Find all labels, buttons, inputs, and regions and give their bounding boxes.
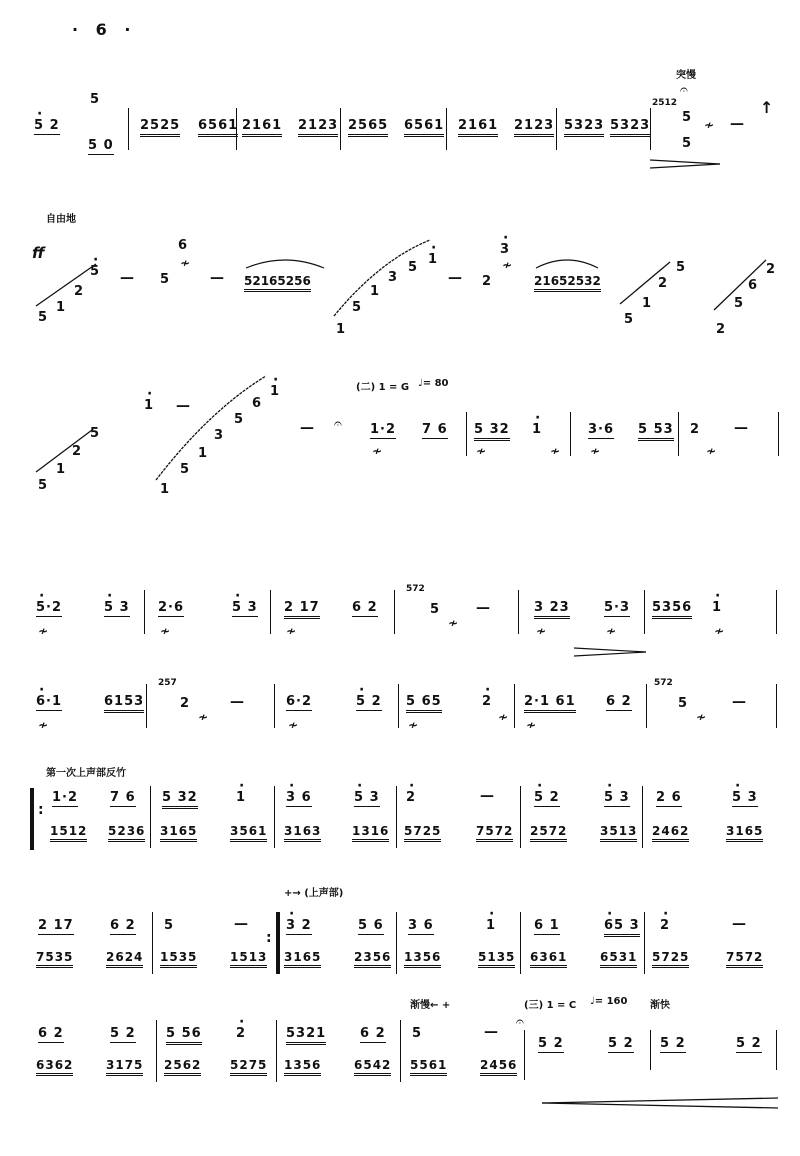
bar-line	[144, 590, 145, 634]
note-cell: · 1	[532, 422, 542, 437]
note-cell: 5	[352, 300, 363, 315]
note-cell: 5356	[652, 600, 692, 619]
bar-line	[396, 786, 397, 848]
bar-line	[394, 590, 395, 634]
note-cell: 5	[676, 260, 687, 275]
note-cell: 5323	[610, 118, 650, 137]
note-cell: 5	[234, 412, 245, 427]
tremolo-icon: ≁	[536, 624, 547, 638]
dash: —	[484, 1024, 498, 1040]
diminuendo-icon	[574, 646, 648, 658]
note-cell: 6362	[36, 1058, 73, 1076]
note-cell: 2	[482, 274, 493, 289]
tremolo-icon: ≁	[286, 624, 297, 638]
bar-line	[776, 684, 777, 728]
note-cell: 3 6	[408, 918, 434, 933]
system-6	[30, 774, 782, 864]
note-cell: 6361	[530, 950, 567, 968]
slur	[244, 256, 326, 270]
note-cell: 2	[716, 322, 727, 337]
note-cell: 6531	[600, 950, 637, 968]
note-cell: 6	[178, 238, 189, 253]
breath-mark-icon: ↑	[760, 98, 774, 117]
note-cell: · 5 2	[34, 118, 60, 135]
note-cell: 7 6	[422, 422, 448, 437]
note-cell: 6561	[404, 118, 444, 137]
bar-line	[644, 590, 645, 634]
note-cell: 7572	[726, 950, 763, 968]
note-cell: 2 17	[38, 918, 74, 933]
tremolo-icon: ≁	[372, 444, 383, 458]
note-cell: · 1	[428, 252, 438, 267]
dynamic-ff: ff	[32, 244, 45, 262]
bar-line	[340, 108, 341, 150]
bar-line	[396, 912, 397, 974]
tremolo-icon: ≁	[606, 624, 617, 638]
note-cell: 1	[336, 322, 347, 337]
section-3-tempo: ♩= 160	[590, 996, 628, 1007]
dash: —	[210, 270, 224, 286]
note-cell: · 1	[144, 398, 154, 413]
fermata-icon: 𝄐	[334, 416, 342, 432]
note-cell: 5	[430, 602, 441, 617]
note-cell: 2562	[164, 1058, 201, 1076]
note-cell: 2525	[140, 118, 180, 137]
bar-line	[150, 786, 151, 848]
note-cell: 1	[160, 482, 171, 497]
note-cell: 6 2	[110, 918, 136, 933]
mark-ziyoudi: 自由地	[46, 214, 76, 225]
note-cell: 3	[388, 270, 399, 285]
bar-line	[128, 108, 129, 150]
note-cell: 1512	[50, 824, 87, 842]
note-cell: 2624	[106, 950, 143, 968]
system-3	[30, 370, 782, 510]
note-cell: · 5 2	[356, 694, 382, 711]
tremolo-icon: ≁	[590, 444, 601, 458]
note-cell: 2572	[530, 824, 567, 842]
grace-notes: 2512	[652, 98, 678, 108]
note-cell: 3165	[284, 950, 321, 968]
page-number: · 6 ·	[72, 20, 137, 39]
system-4	[30, 580, 782, 670]
tremolo-icon: ≁	[38, 718, 49, 732]
note-cell: · 2	[406, 790, 416, 805]
dash: —	[300, 420, 314, 436]
note-cell: 5·3	[604, 600, 631, 615]
note-cell: 2	[690, 422, 701, 437]
note-cell: 2123	[514, 118, 554, 137]
note-cell: 1356	[404, 950, 441, 968]
note-cell: 5 56	[166, 1026, 202, 1045]
note-cell: 1·2	[370, 422, 397, 437]
section-2-title: (二) 1 = G	[356, 382, 410, 393]
bar-line	[520, 912, 521, 974]
bar-line	[446, 108, 447, 150]
note-cell: 2	[72, 444, 83, 459]
dash: —	[732, 916, 746, 932]
note-cell: 2	[180, 696, 191, 711]
tremolo-icon: ≁	[180, 256, 191, 270]
note-cell: 7572	[476, 824, 513, 842]
system-5	[30, 674, 782, 754]
bar-line	[650, 1030, 651, 1070]
note-cell: 6561	[198, 118, 238, 137]
note-cell: · 1	[486, 918, 496, 933]
note-cell: 2 17	[284, 600, 320, 619]
bar-line	[466, 412, 467, 456]
dash: —	[730, 116, 744, 132]
note-cell: 7535	[36, 950, 73, 968]
note-cell: 3165	[726, 824, 763, 842]
note-cell: 3175	[106, 1058, 143, 1076]
note-cell: 6542	[354, 1058, 391, 1076]
note-cell: · 1	[712, 600, 722, 615]
note-cell: 5236	[108, 824, 145, 842]
bar-line	[398, 684, 399, 728]
note-cell: 3513	[600, 824, 637, 842]
bar-line	[778, 412, 779, 456]
bar-line	[274, 786, 275, 848]
tremolo-icon: ≁	[502, 258, 513, 272]
bar-line	[514, 684, 515, 728]
note-cell: 6 2	[38, 1026, 64, 1041]
tremolo-icon: ≁	[550, 444, 561, 458]
mark-jianman: 渐慢← +	[410, 1000, 451, 1011]
note-cell: 2·1 61	[524, 694, 576, 713]
note-cell: 5	[180, 462, 191, 477]
note-cell: 6	[748, 278, 759, 293]
note-cell: 2123	[298, 118, 338, 137]
tremolo-icon: ≁	[696, 710, 707, 724]
note-cell: 2565	[348, 118, 388, 137]
note-cell: 2356	[354, 950, 391, 968]
note-cell: 5	[164, 918, 175, 933]
dash: —	[480, 788, 494, 804]
dash: —	[734, 420, 748, 436]
note-cell: 3 23	[534, 600, 570, 619]
bar-line	[646, 684, 647, 728]
note-cell: · 1	[270, 384, 280, 399]
note-cell: 5 2	[608, 1036, 634, 1051]
note-cell: 5 53	[638, 422, 674, 441]
tremolo-icon: ≁	[476, 444, 487, 458]
tremolo-icon: ≁	[498, 710, 509, 724]
note-cell: 3·6	[588, 422, 615, 437]
dash: —	[448, 270, 462, 286]
note-cell: 1	[198, 446, 209, 461]
note-cell: 2	[766, 262, 777, 277]
note-cell: 5323	[564, 118, 604, 137]
note-cell: 2456	[480, 1058, 517, 1076]
note-cell: 5135	[478, 950, 515, 968]
note-cell: 6·2	[286, 694, 313, 709]
note-cell: · 5 3	[354, 790, 380, 807]
note-cell: 2462	[652, 824, 689, 842]
crescendo-icon	[540, 1096, 780, 1110]
note-cell: · 2	[236, 1026, 246, 1041]
note-cell: 3	[214, 428, 225, 443]
note-cell: 1316	[352, 824, 389, 842]
note-cell: 2	[74, 284, 85, 299]
mark-shangshengbu: +→ (上声部)	[284, 888, 344, 899]
bar-line	[400, 1020, 401, 1082]
note-cell: 5 6	[358, 918, 384, 933]
note-cell: 1356	[284, 1058, 321, 1076]
bar-line	[276, 1020, 277, 1082]
fermata-icon: 𝄐	[680, 82, 688, 98]
note-cell: 5	[408, 260, 419, 275]
note-cell: 5321	[286, 1026, 326, 1045]
note-cell: · 5 3	[732, 790, 758, 807]
note-cell: 5	[682, 110, 693, 125]
note-cell: 2·6	[158, 600, 185, 615]
bar-line	[518, 590, 519, 634]
dash: —	[732, 694, 746, 710]
note-cell: 5 32	[474, 422, 510, 441]
note-cell: 5 2	[736, 1036, 762, 1051]
note-cell: 5 0	[88, 138, 114, 153]
note-cell: 5	[90, 92, 101, 107]
note-cell: 5 32	[162, 790, 198, 809]
bar-line	[556, 108, 557, 150]
note-cell: · 2	[660, 918, 670, 933]
note-cell: 52165256	[244, 274, 311, 292]
note-cell: · 6·1	[36, 694, 62, 711]
note-cell: 5 2	[538, 1036, 564, 1051]
note-cell: 6153	[104, 694, 144, 713]
note-cell: 1535	[160, 950, 197, 968]
note-cell: 5725	[652, 950, 689, 968]
dash: —	[234, 916, 248, 932]
note-cell: 21652532	[534, 274, 601, 292]
note-cell: 1	[370, 284, 381, 299]
tremolo-icon: ≁	[714, 624, 725, 638]
grace-notes: 572	[654, 678, 673, 688]
note-cell: 2 6	[656, 790, 682, 805]
note-cell: 5	[678, 696, 689, 711]
note-cell: · 3 2	[286, 918, 312, 935]
mark-diyici: 第一次上声部反竹	[46, 768, 126, 779]
note-cell: 5	[682, 136, 693, 151]
tremolo-icon: ≁	[160, 624, 171, 638]
mark-jiankuai: 渐快	[650, 1000, 670, 1011]
note-cell: · 65 3	[604, 918, 640, 937]
tremolo-icon: ≁	[198, 710, 209, 724]
note-cell: 5 2	[110, 1026, 136, 1041]
system-7	[30, 890, 782, 980]
note-cell: 3165	[160, 824, 197, 842]
note-cell: · 1	[236, 790, 246, 805]
note-cell: · 5 3	[104, 600, 130, 617]
bar-line	[152, 912, 153, 974]
tremolo-icon: ≁	[448, 616, 459, 630]
note-cell: · 2	[482, 694, 492, 709]
note-cell: 6 2	[360, 1026, 386, 1041]
system-2	[30, 230, 782, 350]
note-cell: 5 2	[660, 1036, 686, 1051]
system-1	[30, 80, 782, 180]
diminuendo-icon	[650, 158, 722, 170]
bar-line	[520, 786, 521, 848]
bar-line	[270, 590, 271, 634]
note-cell: 5	[90, 426, 101, 441]
repeat-dots-icon: :	[38, 802, 44, 818]
slur	[534, 256, 600, 270]
section-2-tempo: ♩= 80	[418, 378, 449, 389]
repeat-dots-icon: :	[266, 930, 272, 946]
bar-line	[644, 912, 645, 974]
bar-line	[236, 108, 237, 150]
section-3-title: (三) 1 = C	[524, 1000, 577, 1011]
note-cell: 5561	[410, 1058, 447, 1076]
note-cell: 6 2	[606, 694, 632, 709]
note-cell: 6 1	[534, 918, 560, 933]
dash: —	[230, 694, 244, 710]
note-cell: 5	[38, 310, 49, 325]
tremolo-icon: ≁	[288, 718, 299, 732]
dash: —	[476, 600, 490, 616]
note-cell: 5725	[404, 824, 441, 842]
note-cell: 5275	[230, 1058, 267, 1076]
bar-line	[156, 1020, 157, 1082]
tremolo-icon: ≁	[706, 444, 717, 458]
note-cell: 1	[56, 462, 67, 477]
note-cell: 2	[658, 276, 669, 291]
note-cell: 3163	[284, 824, 321, 842]
note-cell: 5	[412, 1026, 423, 1041]
note-cell: · 5 2	[534, 790, 560, 807]
note-cell: 6 2	[352, 600, 378, 615]
bar-line	[524, 1030, 525, 1080]
bar-line	[776, 1030, 777, 1070]
tremolo-icon: ≁	[704, 118, 715, 132]
note-cell: 5	[38, 478, 49, 493]
note-cell: · 5 3	[604, 790, 630, 807]
bar-line	[570, 412, 571, 456]
note-cell: · 5	[90, 264, 100, 279]
tremolo-icon: ≁	[526, 718, 537, 732]
note-cell: · 3	[500, 242, 510, 257]
dash: —	[120, 270, 134, 286]
note-cell: · 3 6	[286, 790, 312, 807]
bar-line	[146, 684, 147, 728]
note-cell: 1513	[230, 950, 267, 968]
bar-line	[678, 412, 679, 456]
note-cell: · 5·2	[36, 600, 62, 617]
note-cell: 5	[734, 296, 745, 311]
mark-tumang: 突慢	[676, 70, 696, 81]
note-cell: 5 65	[406, 694, 442, 713]
dash: —	[176, 398, 190, 414]
grace-notes: 572	[406, 584, 425, 594]
repeat-start-bar	[30, 788, 34, 850]
bar-line	[650, 108, 651, 150]
note-cell: 3561	[230, 824, 267, 842]
note-cell: · 5 3	[232, 600, 258, 617]
note-cell: 1	[56, 300, 67, 315]
note-cell: 2161	[242, 118, 282, 137]
bar-line	[776, 590, 777, 634]
bar-line	[642, 786, 643, 848]
note-cell: 6	[252, 396, 263, 411]
note-cell: 1	[642, 296, 653, 311]
system-8	[30, 1006, 782, 1116]
bar-line	[274, 684, 275, 728]
arpeggio-lines	[30, 230, 782, 350]
note-cell: 5	[624, 312, 635, 327]
fermata-icon: 𝄐	[516, 1014, 524, 1030]
note-cell: 2161	[458, 118, 498, 137]
note-cell: 7 6	[110, 790, 136, 805]
repeat-bar	[276, 912, 280, 974]
grace-notes: 257	[158, 678, 177, 688]
note-cell: 5	[160, 272, 171, 287]
note-cell: 1·2	[52, 790, 79, 805]
tremolo-icon: ≁	[408, 718, 419, 732]
tremolo-icon: ≁	[38, 624, 49, 638]
